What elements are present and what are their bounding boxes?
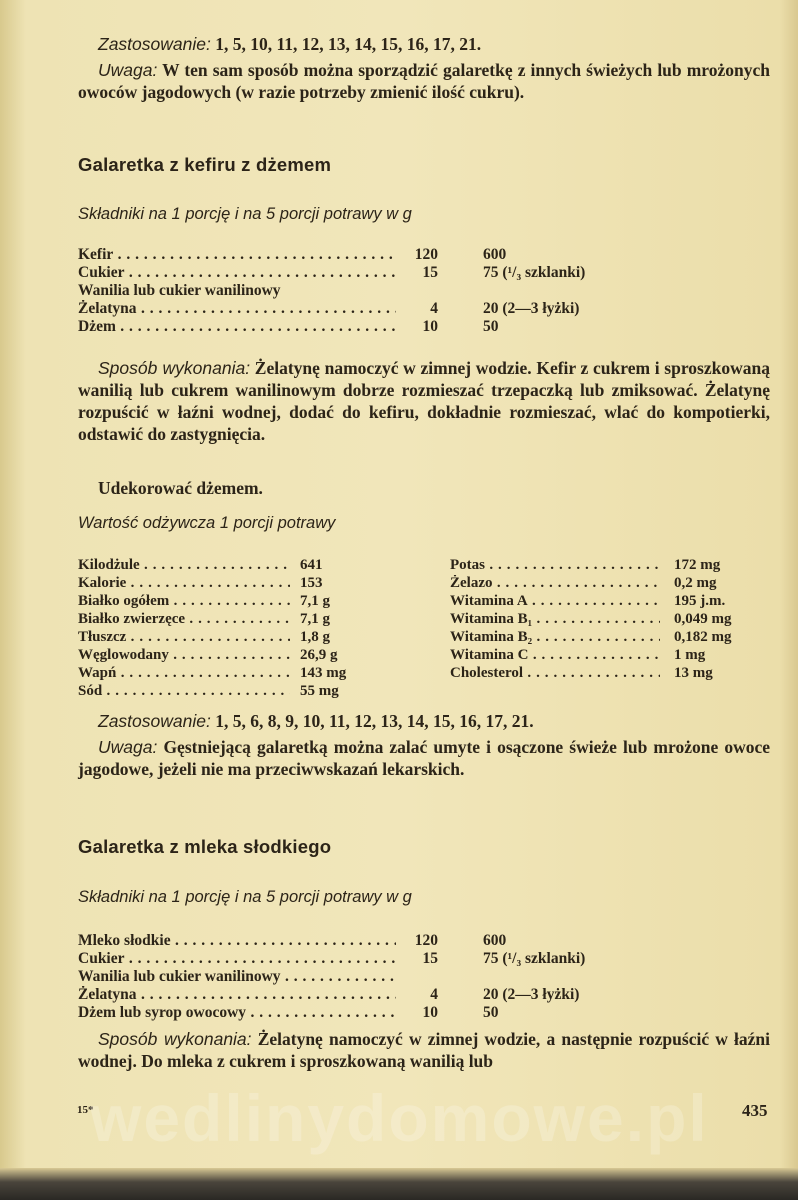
note-text: Gęstniejącą galaretką można zalać umyte i osączone świeże lub mrożone owoce jagodowe, jeżeli nie ma przeciwwskazań lekarskich. bbox=[78, 737, 770, 779]
ingredient-amount-five: 20 (2—3 łyżki) bbox=[483, 986, 580, 1003]
nutrition-row bbox=[78, 665, 408, 682]
recipe2-ingredients-heading: Składniki na 1 porcję i na 5 porcji potrawy w g bbox=[78, 888, 412, 906]
nutrient-value: 7,1 g bbox=[300, 593, 330, 609]
ingredient-amount-five: 20 (2—3 łyżki) bbox=[483, 300, 580, 317]
nutrition-row bbox=[78, 575, 408, 592]
page-number: 435 bbox=[742, 1101, 768, 1120]
ingredient-name: Mleko słodkie . . . bbox=[78, 932, 396, 950]
ingredient-amount-five: 75 (¹/₃ szklanki) bbox=[483, 264, 586, 281]
recipe1-nutrition-heading: Wartość odżywcza 1 porcji potrawy bbox=[78, 514, 336, 532]
nutrient-name: Białko ogółem . . . bbox=[78, 593, 290, 610]
nutrient-name: Żelazo . . . bbox=[450, 575, 660, 592]
ingredient-row bbox=[78, 932, 678, 950]
nutrition-row bbox=[78, 611, 408, 628]
ingredient-row bbox=[78, 246, 678, 264]
nutrient-name: Kalorie . . . bbox=[78, 575, 290, 592]
ingredient-row bbox=[78, 282, 678, 300]
recipe1-note bbox=[78, 736, 770, 780]
nutrition-row bbox=[78, 593, 408, 610]
nutrient-name: Potas . . . bbox=[450, 557, 660, 574]
ingredient-name: Wanilia lub cukier wanilinowy . . . bbox=[78, 968, 396, 986]
recipe1-title: Galaretka z kefiru z dżemem bbox=[78, 154, 332, 175]
note-label: Uwaga: bbox=[98, 60, 158, 80]
nutrient-value: 7,1 g bbox=[300, 611, 330, 627]
recipe1-decorate: Udekorować dżemem. bbox=[98, 478, 263, 498]
nutrient-value: 0,049 mg bbox=[674, 611, 732, 627]
ingredient-name: Dżem . . . bbox=[78, 318, 396, 336]
ingredient-name: Cukier . . . bbox=[78, 950, 396, 968]
ingredient-name: Wanilia lub cukier wanilinowy bbox=[78, 282, 281, 299]
ingredient-amount-one: 10 bbox=[422, 1004, 438, 1021]
ingredient-name: Cukier . . . bbox=[78, 264, 396, 282]
nutrition-row bbox=[450, 611, 780, 628]
page-bottom-edge bbox=[0, 1168, 798, 1200]
nutrient-name: Witamina B₂ . . . bbox=[450, 629, 660, 646]
recipe1-ingredients-heading: Składniki na 1 porcję i na 5 porcji potrawy w g bbox=[78, 205, 412, 223]
ingredient-row bbox=[78, 318, 678, 336]
nutrient-name: Witamina B₁ . . . bbox=[450, 611, 660, 628]
nutrient-value: 13 mg bbox=[674, 665, 713, 681]
nutrient-value: 172 mg bbox=[674, 557, 721, 573]
nutrition-row bbox=[450, 629, 780, 646]
note-text: W ten sam sposób można sporządzić galaretkę z innych świeżych lub mrożonych owoców jagodowych (w razie potrzeby zmienić ilość cukru). bbox=[78, 60, 770, 102]
nutrient-value: 143 mg bbox=[300, 665, 347, 681]
nutrient-name: Sód . . . bbox=[78, 683, 290, 700]
recipe2-method bbox=[78, 1028, 770, 1072]
ingredient-amount-five: 600 bbox=[483, 246, 507, 263]
ingredient-amount-one: 120 bbox=[414, 246, 438, 263]
nutrition-row bbox=[450, 593, 780, 610]
ingredient-amount-one: 10 bbox=[422, 318, 438, 335]
ingredient-row bbox=[78, 300, 678, 318]
nutrient-value: 153 bbox=[300, 575, 323, 591]
ingredient-amount-five: 600 bbox=[483, 932, 507, 949]
ingredient-name: Żelatyna . . . bbox=[78, 300, 396, 318]
nutrition-row bbox=[450, 557, 780, 574]
nutrition-row bbox=[78, 683, 408, 700]
ingredient-amount-one: 4 bbox=[430, 300, 438, 317]
ingredient-amount-one: 4 bbox=[430, 986, 438, 1003]
ingredient-amount-one: 15 bbox=[422, 264, 438, 281]
nutrient-name: Kilodżule . . . bbox=[78, 557, 290, 574]
note-label: Uwaga: bbox=[98, 737, 158, 757]
top-note bbox=[78, 59, 770, 103]
ingredient-amount-five: 50 bbox=[483, 318, 499, 335]
nutrient-value: 1,8 g bbox=[300, 629, 330, 645]
watermark: wedlinydomowe.pl bbox=[90, 1081, 709, 1155]
ingredient-row bbox=[78, 986, 678, 1004]
nutrient-name: Cholesterol . . . bbox=[450, 665, 660, 682]
ingredient-amount-one: 15 bbox=[422, 950, 438, 967]
nutrient-value: 0,2 mg bbox=[674, 575, 717, 591]
signature-mark: 15* bbox=[77, 1104, 94, 1116]
nutrition-row bbox=[78, 629, 408, 646]
method-text: Żelatynę namoczyć w zimnej wodzie, a następnie rozpuścić w łaźni wodnej. Do mleka z cukrem i sproszkowaną wanilią lub bbox=[78, 1029, 770, 1071]
recipe2-title: Galaretka z mleka słodkiego bbox=[78, 836, 332, 857]
ingredient-row bbox=[78, 968, 678, 986]
nutrition-row bbox=[450, 647, 780, 664]
nutrient-name: Białko zwierzęce . . . bbox=[78, 611, 290, 628]
top-usage-line bbox=[98, 33, 770, 55]
ingredient-amount-one: 120 bbox=[414, 932, 438, 949]
method-text: Żelatynę namoczyć w zimnej wodzie. Kefir z cukrem i sproszkowaną wanilią lub cukrem wanilinowym dobrze rozmieszać trzepaczką lub zmiksować. Żelatynę rozpuścić w łaźni wodnej, dodać do kefiru, dokładnie rozmieszać, wlać do kompotierki, odstawić do zastygnięcia. bbox=[78, 358, 770, 444]
usage-label: Zastosowanie: bbox=[98, 711, 211, 731]
usage-label: Zastosowanie: bbox=[98, 34, 211, 54]
ingredient-row bbox=[78, 264, 678, 282]
nutrient-value: 1 mg bbox=[674, 647, 706, 663]
ingredient-row bbox=[78, 1004, 678, 1022]
recipe1-method bbox=[78, 357, 770, 445]
nutrient-name: Witamina C . . . bbox=[450, 647, 660, 664]
usage-values: 1, 5, 10, 11, 12, 13, 14, 15, 16, 17, 21. bbox=[210, 34, 482, 54]
ingredient-row bbox=[78, 950, 678, 968]
nutrient-value: 0,182 mg bbox=[674, 629, 732, 645]
nutrient-name: Tłuszcz . . . bbox=[78, 629, 290, 646]
ingredient-amount-five: 75 (¹/₃ szklanki) bbox=[483, 950, 586, 967]
ingredient-name: Dżem lub syrop owocowy . . . bbox=[78, 1004, 396, 1022]
ingredient-amount-five: 50 bbox=[483, 1004, 499, 1021]
ingredient-name: Żelatyna . . . bbox=[78, 986, 396, 1004]
nutrient-name: Witamina A . . . bbox=[450, 593, 660, 610]
nutrition-row bbox=[78, 557, 408, 574]
nutrient-value: 26,9 g bbox=[300, 647, 338, 663]
nutrition-row bbox=[450, 575, 780, 592]
nutrition-row bbox=[450, 665, 780, 682]
recipe1-usage-line bbox=[98, 710, 770, 732]
nutrient-value: 55 mg bbox=[300, 683, 339, 699]
nutrition-row bbox=[78, 647, 408, 664]
usage-values: 1, 5, 6, 8, 9, 10, 11, 12, 13, 14, 15, 16, 17, 21. bbox=[210, 711, 534, 731]
nutrient-value: 195 j.m. bbox=[674, 593, 726, 609]
method-label: Sposób wykonania: bbox=[98, 1029, 252, 1049]
nutrient-name: Węglowodany . . . bbox=[78, 647, 290, 664]
method-label: Sposób wykonania: bbox=[98, 358, 251, 378]
ingredient-name: Kefir . . . bbox=[78, 246, 396, 264]
nutrient-value: 641 bbox=[300, 557, 323, 573]
nutrient-name: Wapń . . . bbox=[78, 665, 290, 682]
